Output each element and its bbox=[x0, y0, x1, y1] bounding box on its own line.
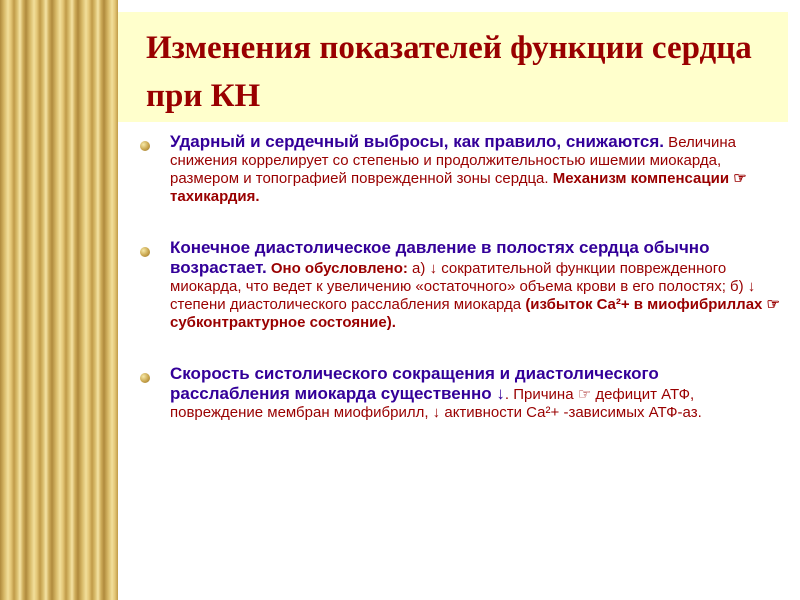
slide-title: Изменения показателей функции сердца при КН bbox=[146, 30, 752, 114]
bullet-1-text: Величина снижения коррелирует со степенью и продолжительностью ишемии миокарда, размером и топографией поврежденной зоны сердца. bbox=[170, 134, 736, 187]
bullet-3-text: . Причина ☞ дефицит АТФ, повреждение мембран миофибрилл, ↓ активности Са²+ -зависимых АТФ-аз. bbox=[170, 386, 702, 421]
bullet-3-lead: Скорость систолического сокращения и диастолического расслабления миокарда существенно ↓ bbox=[170, 364, 659, 403]
bullet-2-text: а) ↓ сократительной функции поврежденного миокарда, что ведет к увеличению «остаточного» объема крови в его полостях; б) ↓ степени диастолического расслабления миокарда bbox=[170, 260, 756, 313]
bullet-2-emphasis-2: (избыток Ca²+ в миофибриллах ☞ субконтрактурное состояние). bbox=[170, 296, 780, 331]
bullet-item-1 bbox=[140, 132, 780, 206]
bullet-dot-icon bbox=[140, 373, 150, 383]
bullet-1-emphasis: Механизм компенсации ☞ тахикардия. bbox=[170, 170, 747, 205]
bullet-1-lead: Ударный и сердечный выбросы, как правило, снижаются. bbox=[170, 132, 665, 151]
decorative-stripes bbox=[0, 0, 118, 600]
bullet-dot-icon bbox=[140, 247, 150, 257]
bullet-dot-icon bbox=[140, 141, 150, 151]
bullet-item-3 bbox=[140, 364, 780, 422]
bullet-list bbox=[140, 132, 780, 422]
bullet-2-emphasis-1: Оно обусловлено: bbox=[266, 260, 408, 277]
bullet-2-lead: Конечное диастолическое давление в полостях сердца обычно возрастает. bbox=[170, 238, 710, 277]
bullet-item-2 bbox=[140, 238, 780, 332]
